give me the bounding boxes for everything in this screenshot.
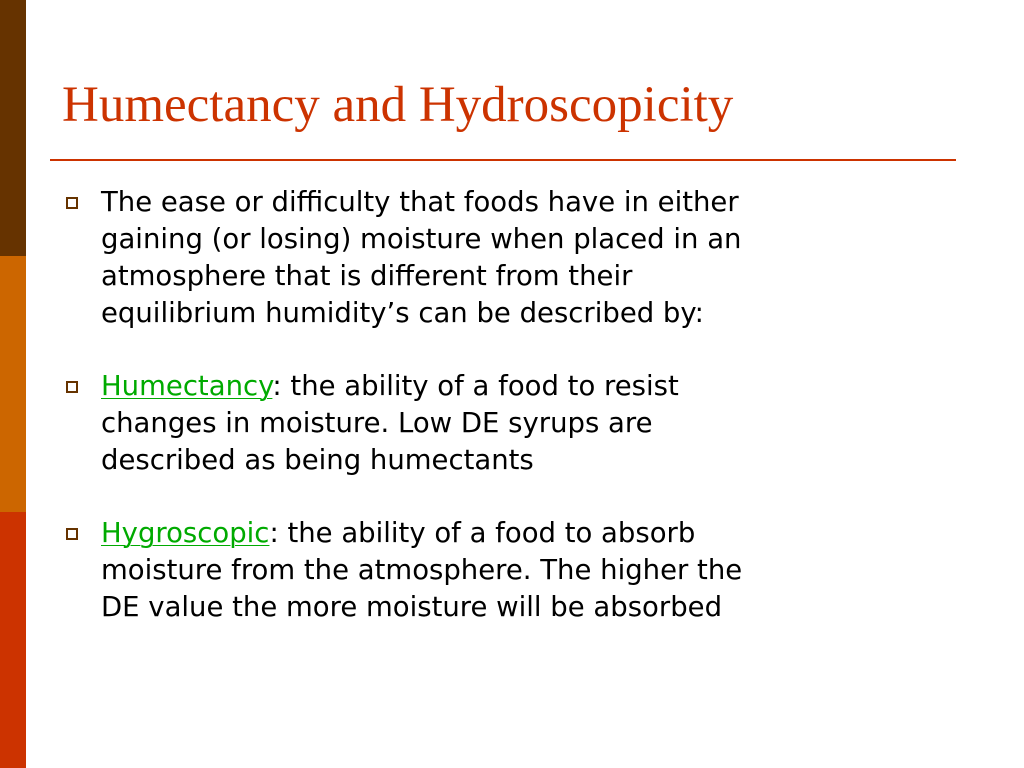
title-underline — [50, 159, 956, 161]
bullet-item-humectancy — [66, 368, 966, 479]
square-bullet-icon — [66, 197, 78, 209]
slide-title: Humectancy and Hydroscopicity — [62, 77, 734, 133]
bullet-list — [66, 184, 966, 662]
bullet-text-line — [101, 368, 966, 405]
bullet-text-line: gaining (or losing) moisture when placed in an — [101, 223, 742, 255]
bullet-definition-text: : the ability of a food to absorb — [269, 517, 696, 549]
hygroscopic-link[interactable]: Hygroscopic — [101, 517, 270, 549]
bullet-definition-text: : the ability of a food to resist — [272, 370, 679, 402]
bullet-text-line: atmosphere that is different from their — [101, 260, 633, 292]
bullet-text-line: described as being humectants — [101, 444, 534, 476]
bullet-text-line: moisture from the atmosphere. The higher the — [101, 554, 743, 586]
bullet-text-line: changes in moisture. Low DE syrups are — [101, 407, 653, 439]
side-bar-top-segment — [0, 0, 26, 256]
bullet-text-line — [101, 515, 966, 552]
bullet-item-hygroscopic — [66, 515, 966, 626]
bullet-text-line: The ease or difficulty that foods have in either — [101, 186, 739, 218]
bullet-text-line: DE value the more moisture will be absorbed — [101, 591, 723, 623]
square-bullet-icon — [66, 528, 78, 540]
side-bar-middle-segment — [0, 256, 26, 512]
side-bar-bottom-segment — [0, 512, 26, 768]
bullet-item-intro — [66, 184, 966, 332]
bullet-text-line: equilibrium humidity’s can be described by: — [101, 297, 704, 329]
humectancy-link[interactable]: Humectancy — [101, 370, 273, 402]
square-bullet-icon — [66, 381, 78, 393]
